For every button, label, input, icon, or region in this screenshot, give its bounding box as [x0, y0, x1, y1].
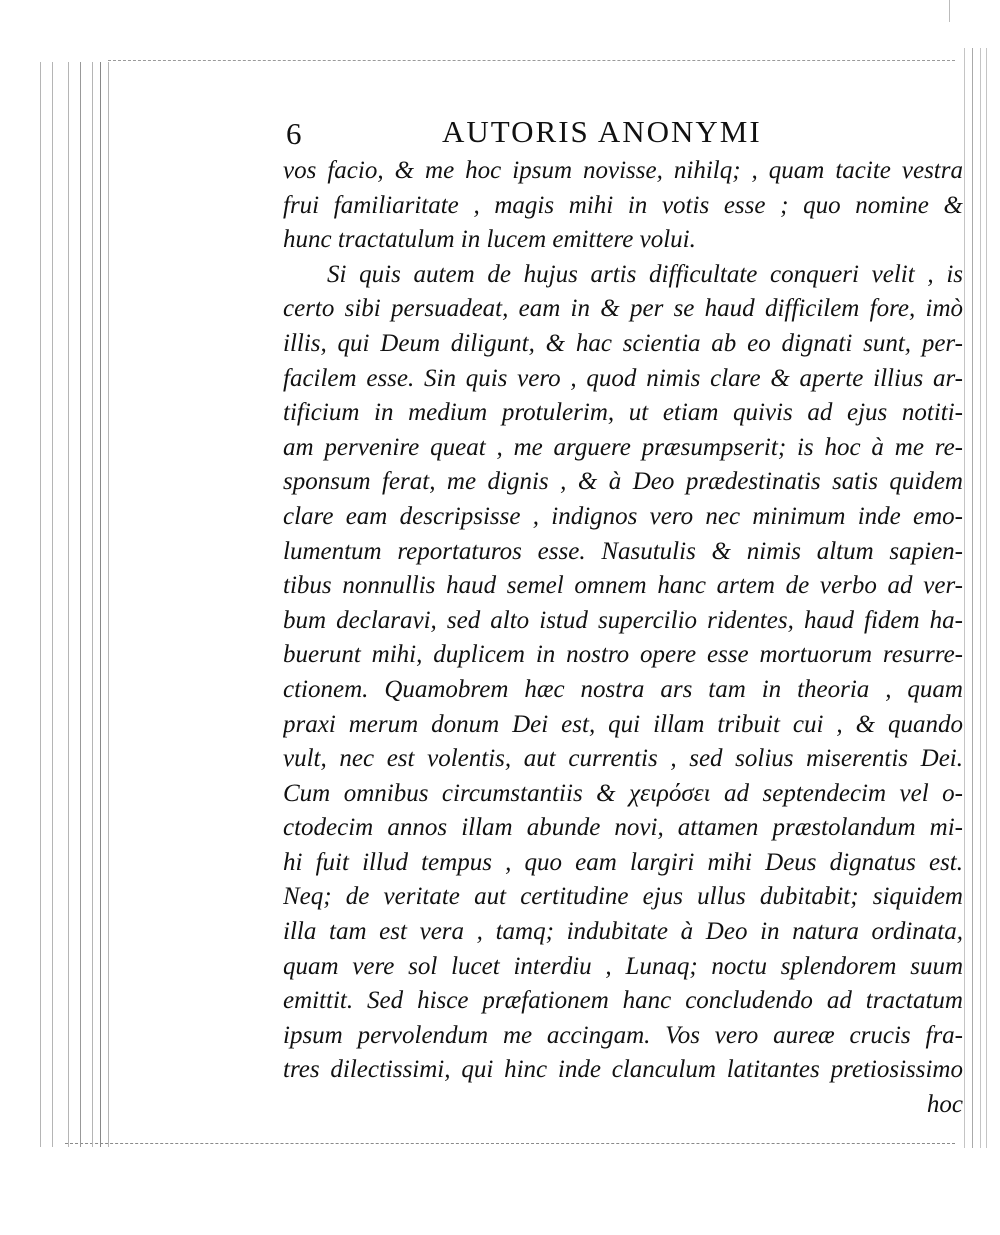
running-head — [286, 114, 966, 154]
body-text — [283, 154, 963, 1123]
text-line: buerunt mihi, duplicem in nostro opere esse mortuorum resurre- — [283, 641, 963, 669]
text-line: frui familiaritate , magis mihi in votis esse ; quo nomine & — [283, 191, 963, 219]
text-line: tres dilectissimi, qui hinc inde clanculum latitantes pretiosissimo — [283, 1056, 963, 1084]
text-line: bum declaravi, sed alto istud supercilio ridentes, haud fidem ha- — [283, 606, 963, 634]
text-line: hunc tractatulum in lucem emittere volui. — [283, 226, 696, 254]
text-line: Si quis autem de hujus artis difficultate conqueri velit , is — [327, 260, 963, 288]
text-line: ipsum pervolendum me accingam. Vos vero aureæ crucis fra- — [283, 1021, 963, 1049]
text-line: am pervenire queat , me arguere præsumpserit; is hoc à me re- — [283, 433, 963, 461]
text-line: vult, nec est volentis, aut currentis , sed solius miserentis Dei. — [283, 745, 963, 773]
scan-bottom-edge — [65, 1143, 955, 1144]
text-line: ctionem. Quamobrem hæc nostra ars tam in theoria , quam — [283, 675, 963, 703]
text-line: illis, qui Deum diligunt, & hac scientia ab eo dignati sunt, per- — [283, 329, 963, 357]
text-line: praxi merum donum Dei est, qui illam tribuit cui , & quando — [283, 710, 963, 738]
text-line: lumentum reportaturos esse. Nasutulis & nimis altum sapien- — [283, 537, 963, 565]
text-line: vos facio, & me hoc ipsum novisse, nihilq; , quam tacite vestra — [283, 157, 963, 184]
text-line: hi fuit illud tempus , quo eam largiri mihi Deus dignatus est. — [283, 848, 963, 876]
text-line: facilem esse. Sin quis vero , quod nimis clare & aperte illius ar- — [283, 364, 963, 392]
text-line: illa tam est vera , tamq; indubitate à Deo in natura ordinata, — [283, 918, 963, 946]
text-line: tibus nonnullis haud semel omnem hanc artem de verbo ad ver- — [283, 572, 963, 600]
page-number: 6 — [286, 116, 302, 151]
scan-right-edge — [962, 48, 988, 1148]
text-line: clare eam descripsisse , indignos vero nec minimum inde emo- — [283, 502, 963, 530]
scan-top-edge — [108, 60, 955, 61]
text-line: Neq; de veritate aut certitudine ejus ullus dubitabit; siquidem — [283, 883, 963, 911]
text-line: emittit. Sed hisce præfationem hanc concludendo ad tractatum — [283, 987, 963, 1015]
scan-left-binding-edge — [30, 62, 115, 1147]
text-line: ctodecim annos illam abunde novi, attamen præstolandum mi- — [283, 814, 963, 842]
text-line: quam vere sol lucet interdiu , Lunaq; noctu splendorem suum — [283, 952, 963, 980]
catchword: hoc — [926, 1091, 963, 1119]
running-title: AUTORIS ANONYMI — [442, 114, 762, 149]
text-line: certo sibi persuadeat, eam in & per se haud difficilem fore, imò — [283, 295, 963, 323]
scan-corner-mark — [949, 0, 970, 22]
text-line: Cum omnibus circumstantiis & χειρόσει ad septendecim vel o- — [283, 779, 963, 807]
text-line: sponsum ferat, me dignis , & à Deo prædestinatis satis quidem — [283, 468, 963, 496]
text-line: tificium in medium protulerim, ut etiam quivis ad ejus notiti- — [283, 399, 963, 427]
